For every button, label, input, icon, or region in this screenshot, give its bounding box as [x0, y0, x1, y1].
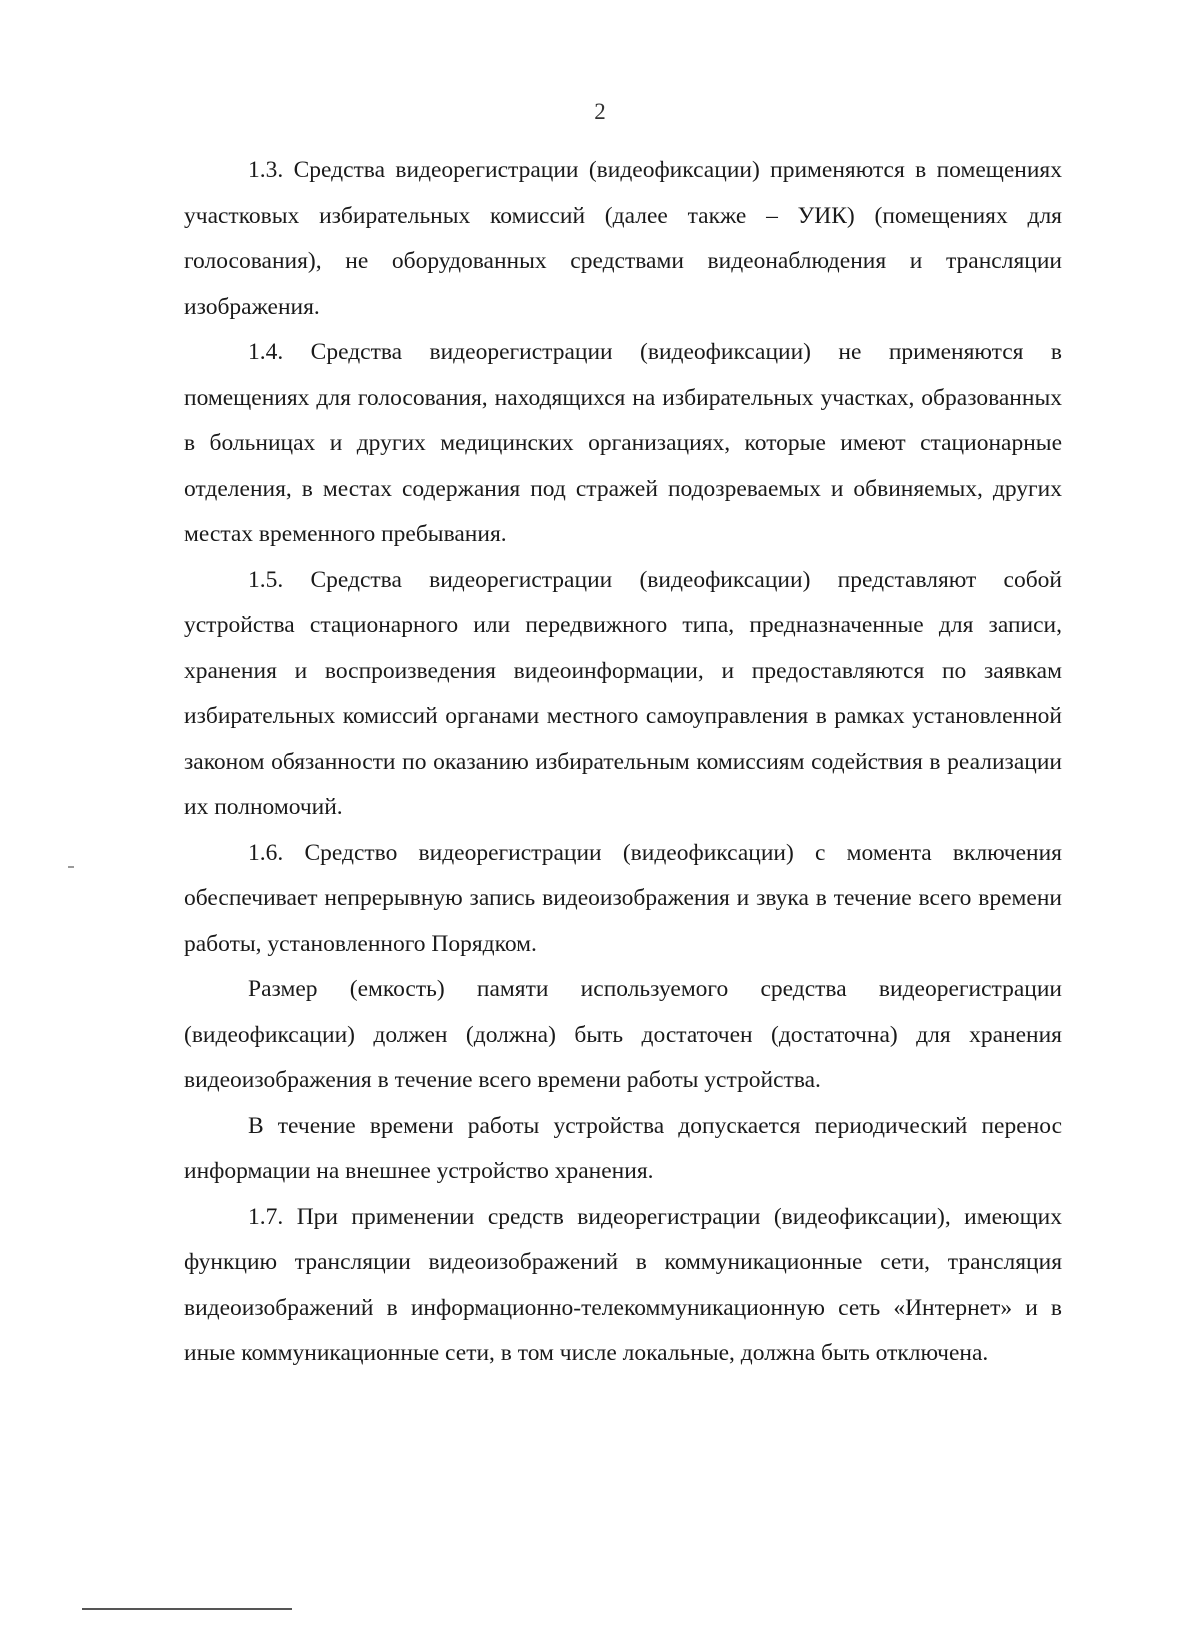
paragraph-1-4: 1.4. Средства видеорегистрации (видеофиксации) не применяются в помещениях для голосования, находящихся на избирательных участках, образованных в больницах и других медицинских организациях, которые имеют стационарные отделения, в местах содержания под стражей подозреваемых и обвиняемых, других местах временного пребывания. [184, 339, 1062, 547]
paragraph-1-7: 1.7. При применении средств видеорегистрации (видеофиксации), имеющих функцию трансляции видеоизображений в коммуникационные сети, трансляция видеоизображений в информационно-телекоммуникационную сеть «Интернет» и в иные коммуникационные сети, в том числе локальные, должна быть отключена. [184, 1203, 1062, 1366]
paragraph-data-transfer: В течение времени работы устройства допускается периодический перенос информации на внешнее устройство хранения. [184, 1112, 1062, 1184]
footnote-separator-line [82, 1608, 292, 1610]
page-number: 2 [594, 99, 606, 124]
paragraph-1-5: 1.5. Средства видеорегистрации (видеофиксации) представляют собой устройства стационарного или передвижного типа, предназначенные для записи, хранения и воспроизведения видеоинформации, и предоставляются по заявкам избирательных комиссий органами местного самоуправления в рамках установленной законом обязанности по оказанию избирательным комиссиям содействия в реализации их полномочий. [184, 566, 1062, 820]
paragraph-1-3: 1.3. Средства видеорегистрации (видеофиксации) применяются в помещениях участковых избирательных комиссий (далее также – УИК) (помещениях для голосования), не оборудованных средствами видеонаблюдения и трансляции изображения. [184, 157, 1062, 320]
margin-mark [68, 866, 74, 868]
paragraph-1-6: 1.6. Средство видеорегистрации (видеофиксации) с момента включения обеспечивает непрерывную запись видеоизображения и звука в течение всего времени работы, установленного Порядком. [184, 839, 1062, 957]
document-body [184, 148, 1062, 1377]
paragraph-memory-size: Размер (емкость) памяти используемого средства видеорегистрации (видеофиксации) должен (должна) быть достаточен (достаточна) для хранения видеоизображения в течение всего времени работы устройства. [184, 976, 1062, 1093]
